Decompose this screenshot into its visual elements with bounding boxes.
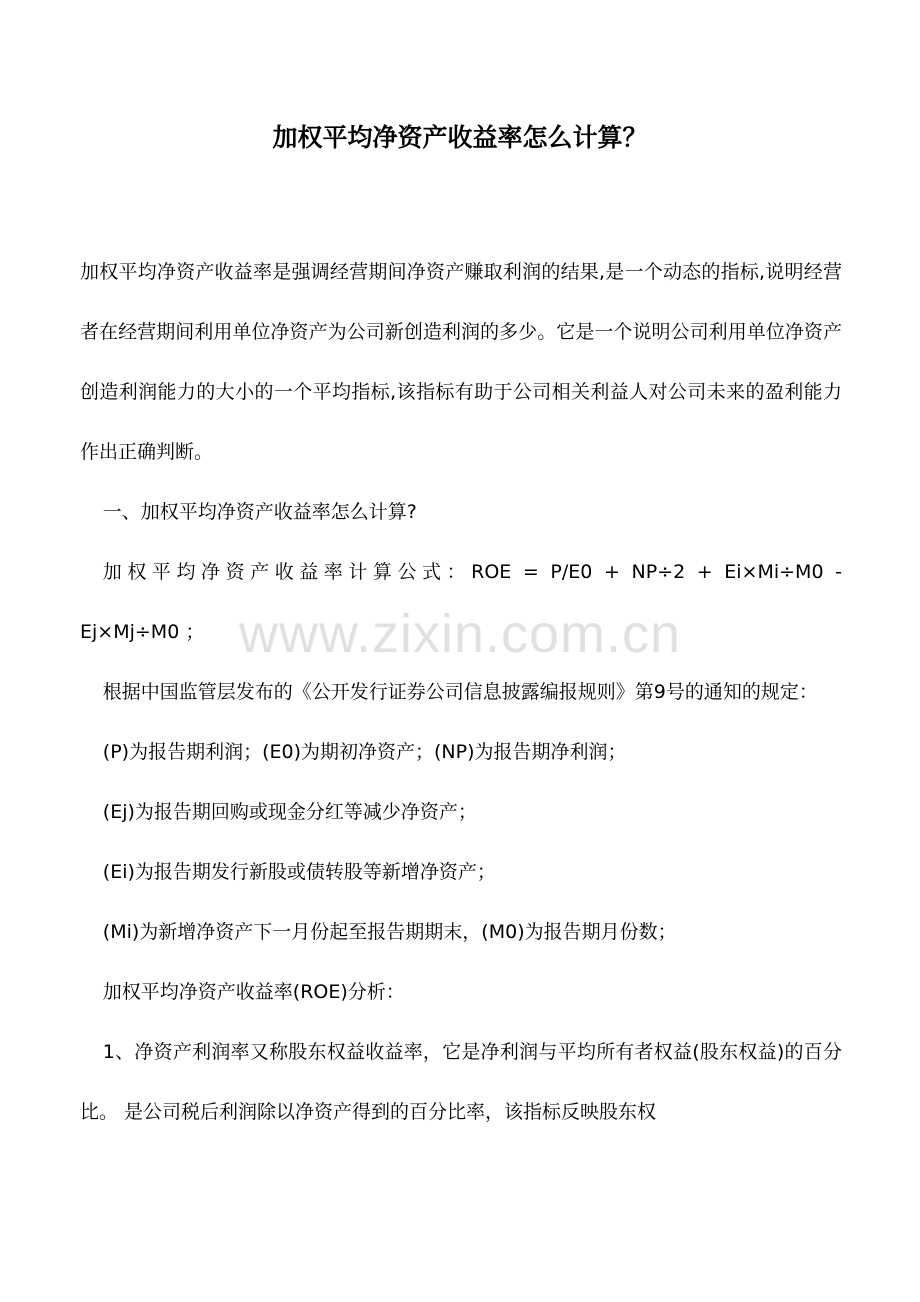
document-title: 加权平均净资产收益率怎么计算？ <box>272 123 648 152</box>
regulation-paragraph: 根据中国监管层发布的《公开发行证券公司信息披露编报规则》第9号的通知的规定： <box>102 681 818 703</box>
intro-paragraph: 加权平均净资产收益率是强调经营期间净资产赚取利润的结果,是一个动态的指标,说明经营者在经营期间利用单位净资产为公司新创造利润的多少。它是一个说明公司利用单位净资产创造利润能力的大小的一个平均指标,该指标有助于公司相关利益人对公司未来的盈利能力作出正确判断。 <box>80 261 842 463</box>
formula-line-2: Ej×Mj÷M0 ； <box>80 621 205 643</box>
definition-mi-m0: (Mi)为新增净资产下一月份起至报告期期末，(M0)为报告期月份数； <box>102 921 677 943</box>
analysis-point-1: 1、净资产利润率又称股东权益收益率，它是净利润与平均所有者权益(股东权益)的百分比。 是公司税后利润除以净资产得到的百分比率，该指标反映股东权 <box>80 1041 842 1123</box>
watermark: www.zixin.com.cn <box>238 604 682 664</box>
definition-p-e0-np: (P)为报告期利润；(E0)为期初净资产；(NP)为报告期净利润； <box>102 741 627 763</box>
formula-line-1: 加权平均净资产收益率计算公式：ROE = P/E0 + NP÷2 + Ei×Mi÷M0 - <box>102 561 842 583</box>
section-heading: 一、加权平均净资产收益率怎么计算? <box>102 501 417 523</box>
definition-ej: (Ej)为报告期回购或现金分红等减少净资产； <box>102 801 477 823</box>
analysis-heading: 加权平均净资产收益率(ROE)分析： <box>102 981 405 1003</box>
document-body <box>80 242 842 1142</box>
definition-ei: (Ei)为报告期发行新股或债转股等新增净资产； <box>102 861 496 883</box>
formula-paragraph <box>80 542 842 662</box>
